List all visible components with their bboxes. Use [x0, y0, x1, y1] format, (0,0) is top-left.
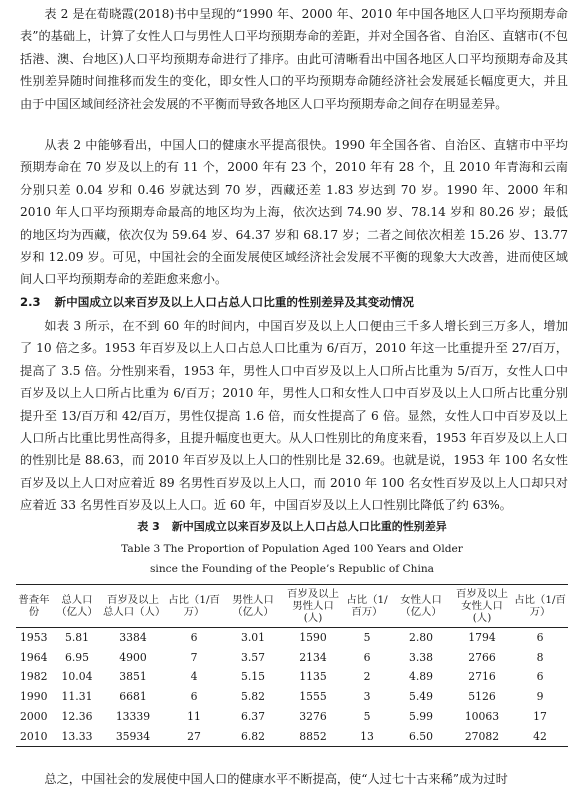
table-cell: 5126 — [468, 690, 496, 704]
table-cell: 11.31 — [61, 690, 93, 704]
section-title: 新中国成立以来百岁及以上人口占总人口比重的性别差异及其变动情况 — [54, 295, 414, 309]
paragraph-health-level: 从表 2 中能够看出，中国人口的健康水平提高很快。1990 年全国各省、自治区、直辖市中平均预期寿命在 70 岁及以上的有 11 个，2000 年有 23 个，2010 年有 28 个，且 2010 年青海和云南分别只差 0.04 岁和 0.46 岁就达到 70 岁，西藏还差 1.83 岁达到 70 岁。1990 年、2000 年和 2010 年人口平均预期寿命最高的地区均为上海，依次达到 74.90 岁、78.14 岁和 80.26 岁；最低的地区均为西藏，依次仅为 59.64 岁、64.37 岁和 68.17 岁；二者之间依次相差 15.26 岁、13.77 岁和 12.09 岁。可见，中国社会的全面发展使区域经济社会发展不平衡的现象大大改善，进而使区域间人口平均预期寿命的差距愈来愈小。 — [20, 138, 568, 287]
table-cell: 2000 — [20, 709, 48, 723]
centenarian-table — [16, 584, 568, 747]
table-cell: 8852 — [299, 729, 327, 743]
table-cell: 1590 — [299, 631, 327, 644]
table-cell: 3.38 — [408, 650, 434, 664]
table-header-cell: 百岁及以上女性人口(人) — [456, 588, 508, 624]
table-row — [16, 687, 568, 707]
table-cell: 2766 — [468, 650, 496, 664]
table-cell: 4900 — [119, 650, 147, 664]
table-cell: 42 — [533, 729, 547, 743]
table-caption-number: 表 3 — [137, 520, 160, 533]
table-cell: 6 — [363, 650, 371, 664]
table-cell: 5.49 — [408, 690, 434, 704]
table-header-cell: 普查年份 — [18, 594, 50, 618]
table-row — [16, 648, 568, 668]
table-cell: 6 — [190, 690, 198, 704]
table-header-cell: 百岁及以上总人口（人） — [103, 594, 166, 618]
table-header-cell: 男性人口（亿人） — [232, 594, 274, 618]
table-cell: 10.04 — [61, 670, 93, 684]
table-cell: 3851 — [119, 670, 147, 684]
section-heading — [20, 291, 414, 313]
table-cell: 4 — [190, 670, 198, 684]
table-body — [16, 628, 568, 747]
table-cell: 12.36 — [61, 709, 93, 723]
table-cell: 27082 — [464, 729, 500, 743]
table-cell: 13 — [360, 729, 374, 743]
table-cell: 1964 — [20, 650, 48, 664]
table-cell: 10063 — [464, 709, 500, 723]
table-cell: 3 — [363, 690, 371, 704]
table-header-cell: 女性人口（亿人） — [400, 594, 442, 618]
table-cell: 4.89 — [408, 670, 434, 684]
paragraph-table2-intro: 表 2 是在荀晓霞(2018)书中呈现的“1990 年、2000 年、2010 年中国各地区人口平均预期寿命表”的基础上，计算了女性人口与男性人口平均预期寿命的差距，并对全国各省、自治区、直辖市(不包括港、澳、台地区)人口平均预期寿命进行了排序。由此可清晰看出中国各地区人口平均预期寿命及其性别差异随时间推移而发生的变化，即女性人口的平均预期寿命随经济社会发展延长幅度更大，并且由于中国区域间经济社会发展的不平衡而导致各地区人口平均预期寿命之间存在明显差异。 — [20, 7, 568, 111]
table-cell: 2 — [363, 670, 371, 684]
table-header-cell: 占比（1/百万） — [346, 594, 388, 618]
table-cell: 5.82 — [240, 690, 266, 704]
table-cell: 6.37 — [240, 709, 266, 723]
table-header-cell: 占比（1/百万） — [168, 594, 220, 618]
table-cell: 35934 — [115, 729, 151, 743]
table-cell: 1953 — [20, 631, 48, 644]
table-cell: 13.33 — [61, 729, 93, 743]
table-cell: 11 — [187, 709, 201, 723]
section-number: 2.3 — [20, 295, 41, 309]
table-cell: 5.81 — [64, 631, 90, 644]
table-cell: 2716 — [468, 670, 496, 684]
table-cell: 6.82 — [240, 729, 266, 743]
table-cell: 17 — [533, 709, 547, 723]
table-header-cell: 百岁及以上男性人口(人) — [287, 588, 339, 624]
table-cell: 2010 — [20, 729, 48, 743]
table-row — [16, 667, 568, 687]
table-caption-title: 新中国成立以来百岁及以上人口占总人口比重的性别差异 — [171, 520, 447, 533]
table-cell: 3276 — [299, 709, 327, 723]
table-cell: 5.99 — [408, 709, 434, 723]
table-row — [16, 707, 568, 727]
table-cell: 6681 — [119, 690, 147, 704]
table-cell: 6 — [190, 631, 198, 644]
table-caption-cn — [0, 517, 584, 537]
table-caption-en-line1: Table 3 The Proportion of Population Aged 100 Years and Older — [121, 543, 463, 555]
table-caption-en-line2: since the Founding of the People’s Republic of China — [150, 563, 434, 575]
table-cell: 6.95 — [64, 650, 90, 664]
table-cell: 5 — [363, 631, 371, 644]
table-cell: 1135 — [299, 670, 327, 684]
table-cell: 6 — [536, 631, 544, 644]
table-cell: 6 — [536, 670, 544, 684]
table-cell: 3384 — [119, 631, 147, 644]
table-header-cell: 总人口（亿人） — [56, 594, 98, 618]
table-cell: 1982 — [20, 670, 48, 684]
table-cell: 7 — [190, 650, 198, 664]
table-cell: 5 — [363, 709, 371, 723]
table-row — [16, 628, 568, 648]
table-cell: 3.01 — [240, 631, 266, 644]
table-cell: 2.80 — [408, 631, 434, 644]
table-cell: 13339 — [115, 709, 151, 723]
table-header — [16, 585, 568, 628]
table-cell: 1990 — [20, 690, 48, 704]
table-header-row — [16, 585, 568, 628]
table-header-cell: 占比（1/百万） — [514, 594, 566, 618]
table-cell: 8 — [536, 650, 544, 664]
table-cell: 1794 — [468, 631, 496, 644]
table-cell: 27 — [187, 729, 201, 743]
table-cell: 2134 — [299, 650, 327, 664]
paragraph-conclusion: 总之，中国社会的发展使中国人口的健康水平不断提高，使“人过七十古来稀”成为过时 — [44, 772, 508, 786]
table-cell: 5.15 — [240, 670, 266, 684]
table-cell: 3.57 — [240, 650, 266, 664]
table-row — [16, 727, 568, 747]
paragraph-centenarians: 如表 3 所示，在不到 60 年的时间内，中国百岁及以上人口便由三千多人增长到三万多人，增加了 10 倍之多。1953 年百岁及以上人口占总人口比重为 6/百万，2010 年这一比重提升至 27/百万，提高了 3.5 倍。分性别来看，1953 年，男性人口中百岁及以上人口所占比重为 5/百万，女性人口中百岁及以上人口所占比重为 6/百万；2010 年，男性人口和女性人口中百岁及以上人口所占比重分别提升至 13/百万和 42/百万，男性仅提高 1.6 倍，而女性提高了 6 倍。显然，女性人口中百岁及以上人口所占比重比男性高得多，且提升幅度也更大。从人口性别比的角度来看，1953 年百岁及以上人口的性别比是 88.63，而 2010 年百岁及以上人口的性别比是 32.69。也就是说，1953 年 100 名女性百岁及以上人口对应着近 89 名男性百岁及以上人口，而 2010 年 100 名女性百岁及以上人口却只对应着近 33 名男性百岁及以上人口。近 60 年，中国百岁及以上人口性别比降低了约 63%。 — [20, 319, 568, 513]
table-cell: 1555 — [299, 690, 327, 704]
table-cell: 6.50 — [408, 729, 434, 743]
table-cell: 9 — [536, 690, 544, 704]
